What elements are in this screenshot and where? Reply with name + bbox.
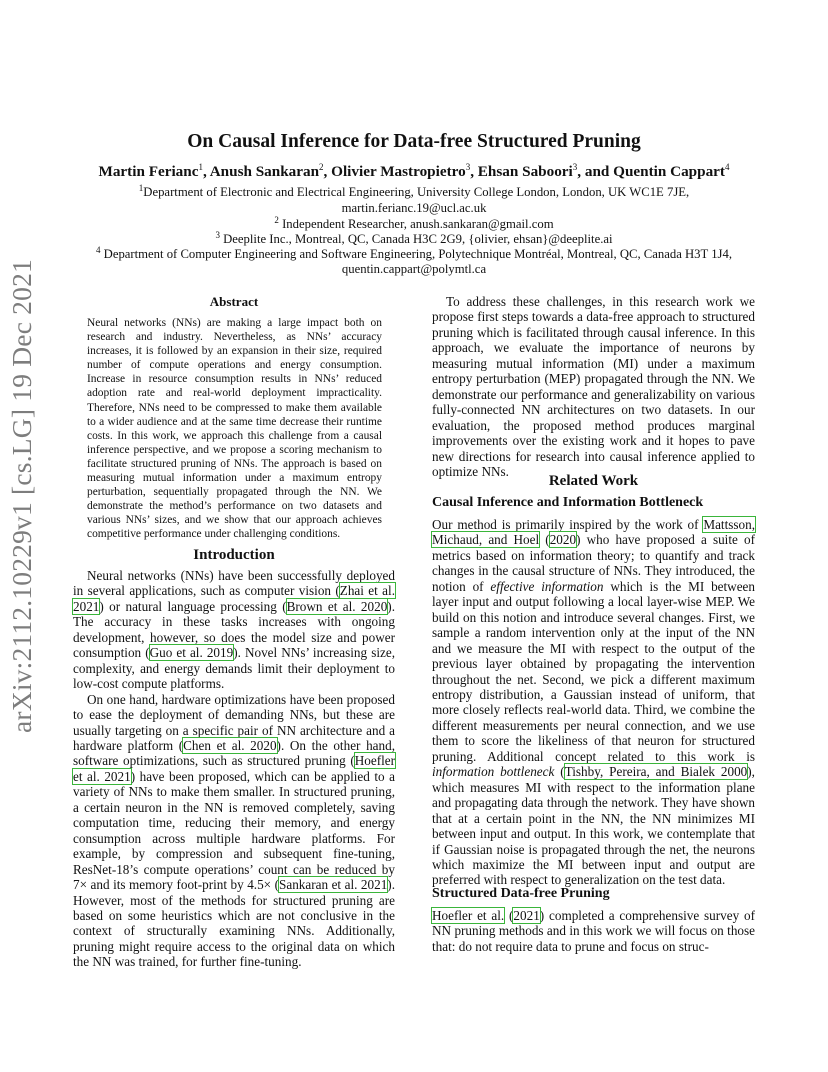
citation-link[interactable]: Chen et al. 2020	[183, 737, 277, 753]
paragraph: To address these challenges, in this research work we propose first steps towards a data-free approach to structured pruning which is facilitated through causal inference. In this approach, we evaluate the importance of neurons by measuring mutual information (MI) under a maximum entropy perturbation (MEP) propagated through the NN. We demonstrate our performance and generalizability on various fully-connected NN architectures on two datasets. In our evaluation, the proposed method produces marginal improvements over the existing work and it hopes to pave new directions for research into causal inference applied to optimize NNs.	[432, 294, 755, 479]
affiliation-4-email: quentin.cappart@polymtl.ca	[341, 262, 487, 276]
affiliation-1-email: martin.ferianc.19@ucl.ac.uk	[341, 201, 487, 215]
citation-link[interactable]: Mattsson, Michaud, and Hoel	[432, 517, 755, 548]
paragraph: Our method is primarily inspired by the work of Mattsson, Michaud, and Hoel (2020) who have proposed a suite of metrics based on information theory; to quantify and track changes in the causal structure of NNs. They introduced, the notion of effective information which is the MI between layer input and output following a local layer-wise MEP. We build on this notion and introduce several changes. First, we sample a random intervention only at the input of the NN and we measure the MI with respect to the output of the previous layer obtained by propagating the intervention throughout the net. Second, we pick a different maximum entropy distribution, a Gaussian instead of uniform, that more closely reflects real-world data. Third, we combine the different measurements per neural connection, and we use them to score the likeliness of that neuron for structured pruning. Additional concept related to this work is information bottleneck (Tishby, Pereira, and Bialek 2000), which measures MI with respect to the information plane and propagating data through the network. They have shown that at a certain point in the NN, the NN minimizes MI between input and output. In this work, we contemplate that if Gaussian noise is propagated through the net, the neurons which maximize the MI between input and output are preferred with respect to generalization on the test data.	[432, 517, 756, 888]
related-work-body	[432, 517, 755, 888]
paper-title: On Causal Inference for Data-free Structured Pruning	[187, 131, 641, 152]
introduction-body	[73, 568, 395, 970]
paragraph: Neural networks (NNs) have been successfully deployed in several applications, such as computer vision (Zhai et al. 2021) or natural language processing (Brown et al. 2020). The accuracy in these tasks increases with ongoing development, however, so does the model size and power consumption (Guo et al. 2019). Novel NNs’ increasing size, complexity, and energy demands limit their deployment to low-cost compute platforms.	[73, 568, 395, 692]
section-heading-introduction: Introduction	[193, 547, 275, 563]
data-free-pruning-body	[432, 908, 755, 954]
affiliation-4: $^4$ Department of Computer Engineering and Software Engineering, Polytechnique Montréal, Montreal, QC, Canada H3T 1J4,	[95, 244, 733, 261]
affiliation-2: $^2$ Independent Researcher, anush.sankaran@gmail.com	[274, 214, 554, 231]
author: Anush Sankaran$^2$,	[209, 161, 332, 180]
author-list	[0, 163, 828, 181]
subsection-heading-causal-inference: Causal Inference and Information Bottleneck	[432, 495, 704, 510]
affiliation-1: $^1$Department of Electronic and Electrical Engineering, University College London, London, UK WC1E 7JE,	[138, 182, 690, 199]
citation-link[interactable]: Brown et al. 2020	[286, 598, 388, 614]
author: Quentin Cappart$^4$	[613, 161, 730, 180]
citation-link[interactable]: 2021	[513, 908, 540, 923]
citation-link[interactable]: Hoefler et al. 2021	[73, 753, 395, 784]
subsection-heading-data-free-pruning: Structured Data-free Pruning	[432, 886, 610, 901]
section-heading-related-work: Related Work	[548, 473, 639, 489]
paragraph: On one hand, hardware optimizations have been proposed to ease the deployment of demanding NNs, but these are usually targeting on a specific pair of NN architecture and a hardware platform (Chen et al. 2020). On the other hand, software optimizations, such as structured pruning (Hoefler et al. 2021) have been proposed, which can be applied to a variety of NNs to make them smaller. In structured pruning, a certain neuron in the NN is removed completely, saving computation time, reducing their memory, and energy consumption across multiple hardware platforms. For example, by compression and subsequent fine-tuning, ResNet-18’s compute operations’ count can be reduced by 7× and its memory foot-print by 4.5× (Sankaran et al. 2021). However, most of the methods for structured pruning are based on some heuristics which are not conclusive in the context of structurally examining NNs. Additionally, pruning might require access to the original data on which the NN was trained, for further fine-tuning.	[73, 691, 395, 970]
abstract-text: Neural networks (NNs) are making a large impact both on research and industry. Nevertheless, as NNs’ accuracy increases, it is followed by an expansion in their size, required number of compute operations and energy consumption. Increase in resource consumption results in NNs’ reduced adoption rate and real-world deployment impracticality. Therefore, NNs need to be compressed to make them available to a wider audience and at the same time decrease their runtime costs. In this work, we approach this challenge from a causal inference perspective, and we propose a scoring mechanism to facilitate structured pruning of NNs. The approach is based on measuring mutual information under a maximum entropy perturbation, sequentially propagated through the NN. We demonstrate the method’s performance on two datasets and various NNs’ sizes, and we show that our approach achieves competitive performance under challenging conditions.	[87, 317, 382, 541]
citation-link[interactable]: Zhai et al. 2021	[73, 583, 395, 614]
abstract-heading: Abstract	[209, 294, 259, 309]
citation-link[interactable]: 2020	[549, 532, 577, 548]
author: Martin Ferianc$^1$,	[98, 161, 210, 180]
right-intro-paragraph	[432, 294, 755, 479]
paragraph: Hoefler et al. (2021) completed a comprehensive survey of NN pruning methods and in this work we will focus on those that: do not require data to prune and focus on struc-	[432, 908, 755, 954]
affiliation-3: $^3$ Deeplite Inc., Montreal, QC, Canada H3C 2G9, {olivier, ehsan}@deeplite.ai	[215, 229, 613, 246]
citation-link[interactable]: Sankaran et al. 2021	[279, 877, 388, 893]
citation-link[interactable]: Hoefler et al.	[432, 908, 505, 923]
citation-link[interactable]: Tishby, Pereira, and Bialek 2000	[564, 764, 748, 780]
citation-link[interactable]: Guo et al. 2019	[149, 645, 234, 661]
arxiv-stamp: arXiv:2112.10229v1 [cs.LG] 19 Dec 2021	[6, 259, 37, 733]
author: Olivier Mastropietro$^3$,	[331, 161, 478, 180]
author: Ehsan Saboori$^3$, and	[477, 161, 614, 180]
